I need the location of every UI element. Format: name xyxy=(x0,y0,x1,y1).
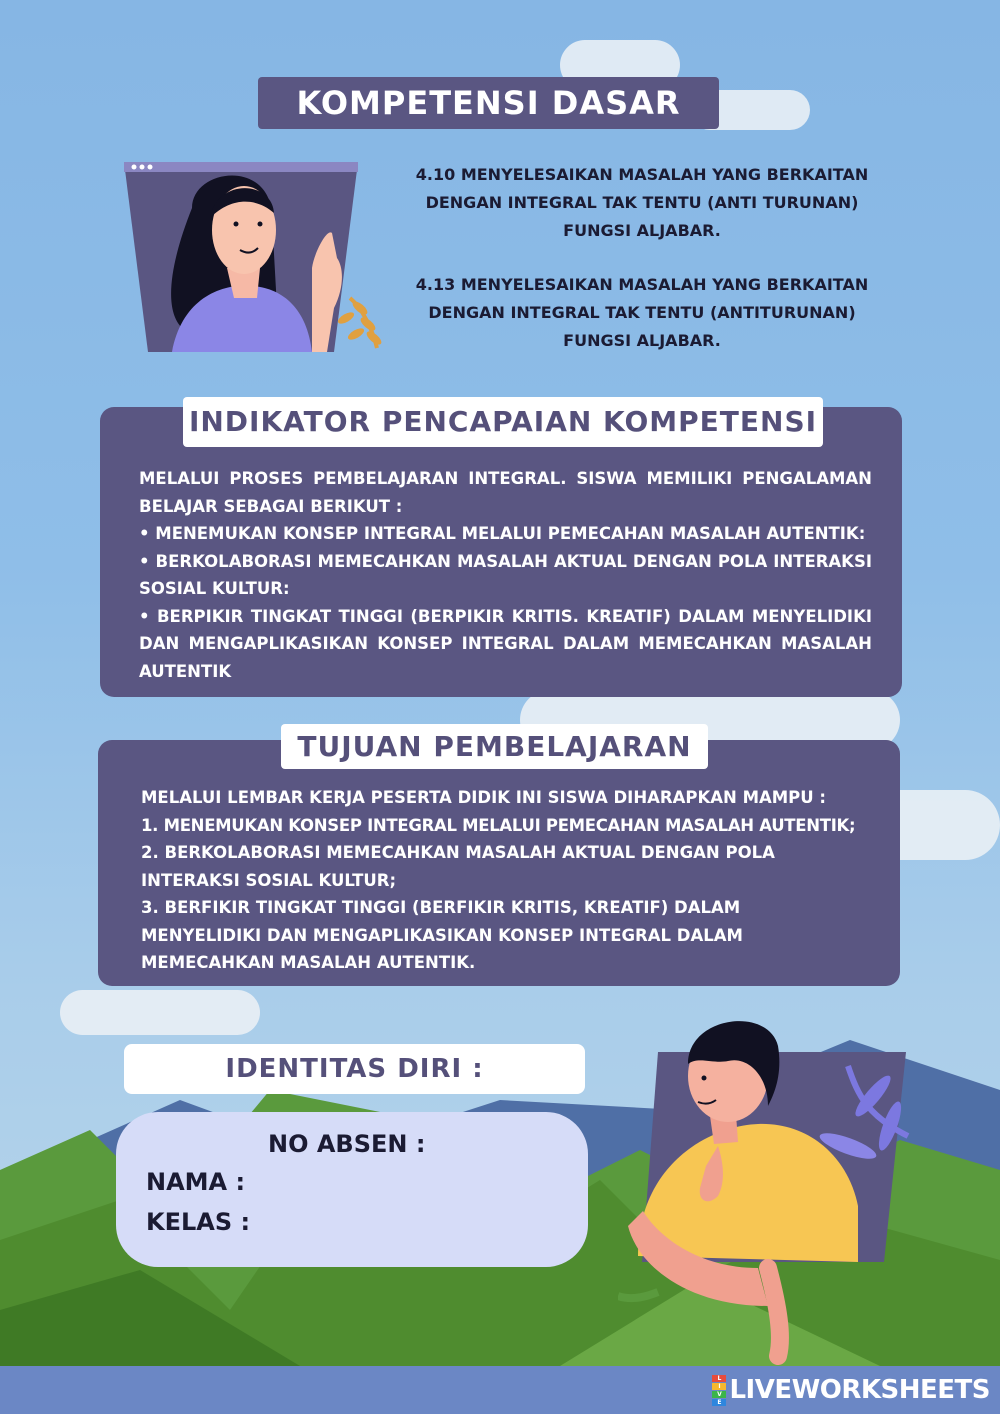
identitas-title xyxy=(124,1044,585,1094)
tujuan-intro: MELALUI LEMBAR KERJA PESERTA DIDIK INI SISWA DIHARAPKAN MAMPU : xyxy=(141,788,827,807)
logo-letter-l: L xyxy=(712,1375,726,1382)
kd-line: DENGAN INTEGRAL TAK TENTU (ANTITURUNAN) xyxy=(428,303,856,322)
nama-label: NAMA : xyxy=(146,1168,246,1196)
kompetensi-dasar-title-text: KOMPETENSI DASAR xyxy=(296,84,681,122)
indikator-intro: MELALUI PROSES PEMBELAJARAN INTEGRAL. SISWA MEMILIKI PENGALAMAN BELAJAR SEBAGAI BERIKUT : xyxy=(139,469,872,516)
tujuan-item: 1. MENEMUKAN KONSEP INTEGRAL MELALUI PEMECAHAN MASALAH AUTENTIK; xyxy=(141,815,856,835)
woman-pointing-illustration xyxy=(122,158,392,354)
kd-line: 4.10 MENYELESAIKAN MASALAH YANG BERKAITAN xyxy=(415,165,869,184)
indikator-bullet: • BERPIKIR TINGKAT TINGGI (BERPIKIR KRITIS. KREATIF) DALAM MENYELIDIKI DAN MENGAPLIKASIKAN KONSEP INTEGRAL DALAM MEMECAHKAN MASALAH AUTENTIK xyxy=(139,606,872,681)
liveworksheets-brand-text: LIVEWORKSHEETS xyxy=(729,1375,990,1405)
liveworksheets-logo-icon xyxy=(712,1375,726,1406)
kelas-label: KELAS : xyxy=(146,1208,251,1236)
identitas-title-text: IDENTITAS DIRI : xyxy=(225,1054,484,1084)
tujuan-title xyxy=(281,724,708,769)
indikator-title-text: INDIKATOR PENCAPAIAN KOMPETENSI xyxy=(188,405,818,438)
tujuan-item: 3. BERFIKIR TINGKAT TINGGI (BERFIKIR KRITIS, KREATIF) DALAM MENYELIDIKI DAN MENGAPLIKASIKAN KONSEP INTEGRAL DALAM MEMECAHKAN MASALAH AUTENTIK. xyxy=(141,898,743,972)
kompetensi-dasar-text xyxy=(392,161,892,355)
indikator-content xyxy=(139,465,872,685)
kd-line: DENGAN INTEGRAL TAK TENTU (ANTI TURUNAN) xyxy=(425,193,859,212)
tujuan-title-text: TUJUAN PEMBELAJARAN xyxy=(297,730,692,763)
kompetensi-dasar-title xyxy=(258,77,719,129)
identitas-card xyxy=(116,1112,588,1267)
tujuan-content xyxy=(141,784,891,977)
kd-item-4-13 xyxy=(392,271,892,355)
kd-line: FUNGSI ALJABAR. xyxy=(563,221,721,240)
tujuan-panel xyxy=(98,740,900,986)
logo-letter-i: I xyxy=(712,1383,726,1390)
man-pointing-illustration xyxy=(618,1006,910,1366)
indikator-panel xyxy=(100,407,902,697)
indikator-bullet: • MENEMUKAN KONSEP INTEGRAL MELALUI PEMECAHAN MASALAH AUTENTIK: xyxy=(139,524,866,543)
indikator-title xyxy=(183,397,823,447)
footer-bar xyxy=(0,1366,1000,1414)
kd-line: 4.13 MENYELESAIKAN MASALAH YANG BERKAITAN xyxy=(415,275,869,294)
indikator-bullet: • BERKOLABORASI MEMECAHKAN MASALAH AKTUAL DENGAN POLA INTERAKSI SOSIAL KULTUR: xyxy=(139,551,872,598)
tujuan-item: 2. BERKOLABORASI MEMECAHKAN MASALAH AKTUAL DENGAN POLA INTERAKSI SOSIAL KULTUR; xyxy=(141,843,775,890)
liveworksheets-logo[interactable] xyxy=(712,1372,990,1408)
kd-item-4-10 xyxy=(392,161,892,245)
logo-letter-e: E xyxy=(712,1399,726,1406)
no-absen-label: NO ABSEN : xyxy=(268,1130,426,1158)
kd-line: FUNGSI ALJABAR. xyxy=(563,331,721,350)
logo-letter-v: V xyxy=(712,1391,726,1398)
